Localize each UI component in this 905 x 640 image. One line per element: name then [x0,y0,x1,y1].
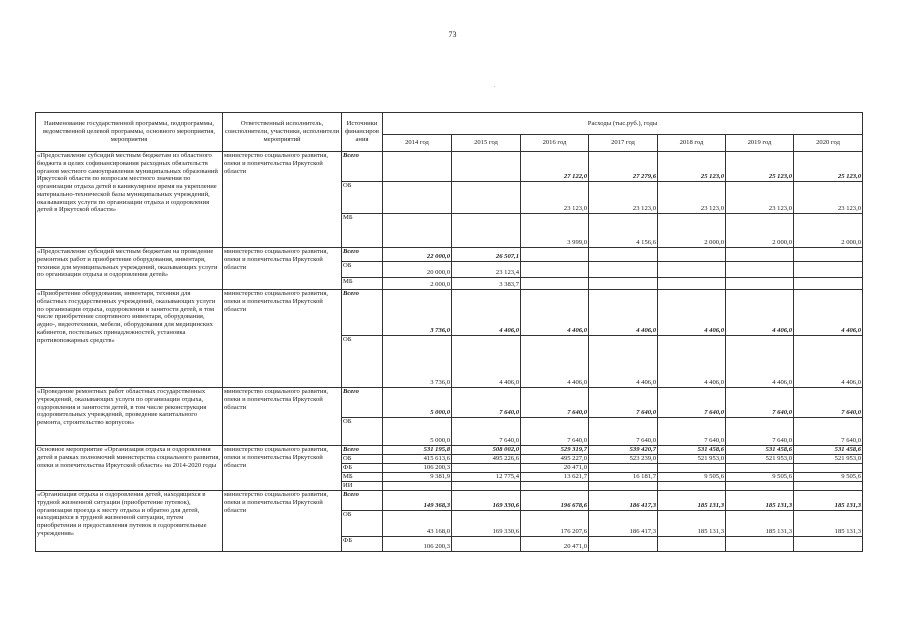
header-year: 2016 год [521,135,589,152]
expense-value: 7 640,0 [726,388,794,418]
expense-value [726,537,794,552]
header-year: 2019 год [726,135,794,152]
expense-value: 7 640,0 [521,418,589,446]
expense-value: 20 471,0 [521,537,589,552]
header-name: Наименование государственной программы, подпрограммы, ведомственной целевой программы, основного мероприятия, мероприятия [36,113,223,152]
expense-value: 185 131,3 [794,491,863,511]
expense-value: 23 123,0 [794,182,863,214]
table-row [36,446,863,455]
expense-value: 23 123,0 [726,182,794,214]
funding-source: ОБ [342,336,383,388]
expense-value: 4 406,0 [726,336,794,388]
activity-executor: министерство социального развития, опеки и попечительства Иркутской области [223,152,342,248]
expense-value: 27 279,6 [589,152,658,182]
expense-value [794,482,863,491]
expense-value: 23 123,4 [452,262,521,278]
expense-value: 23 123,0 [589,182,658,214]
funding-source: Всего [342,446,383,455]
expense-value: 4 406,0 [794,290,863,336]
header-expenses: Расходы (тыс.руб.), годы [383,113,863,135]
expense-value: 9 505,6 [794,473,863,482]
expense-value [658,278,726,290]
table-row [36,491,863,511]
expense-value: 495 227,0 [521,455,589,464]
expense-value [794,278,863,290]
expense-value [589,262,658,278]
expense-value: 27 122,0 [521,152,589,182]
expense-value: 4 406,0 [726,290,794,336]
activity-executor: министерство социального развития, опеки и попечительства Иркутской области [223,248,342,290]
expense-value: 7 640,0 [589,388,658,418]
funding-source: ИИ [342,482,383,491]
expense-value: 26 507,1 [452,248,521,262]
expense-value: 415 613,6 [383,455,452,464]
expense-value [726,464,794,473]
expense-value [589,464,658,473]
expense-value: 5 000,0 [383,418,452,446]
expense-value [383,482,452,491]
expense-value: 13 621,7 [521,473,589,482]
expense-value [726,248,794,262]
expense-value: 169 330,6 [452,511,521,537]
expense-value [726,278,794,290]
expense-value: 25 123,0 [658,152,726,182]
funding-source: МБ [342,214,383,248]
expense-value: 5 000,0 [383,388,452,418]
expense-value: 523 239,0 [589,455,658,464]
expense-value [726,482,794,491]
funding-source: ОБ [342,511,383,537]
expense-value: 2 000,0 [658,214,726,248]
expense-value [658,464,726,473]
expense-value: 2 000,0 [726,214,794,248]
activity-name: Основное мероприятие «Организация отдыха и оздоровления детей в рамках полномочий министерства социального развития, опеки и попечительства Иркутской области» на 2014-2020 годы [36,446,223,491]
expense-value: 185 131,3 [726,491,794,511]
expense-value: 7 640,0 [794,418,863,446]
expense-value: 149 368,3 [383,491,452,511]
funding-source: Всего [342,290,383,336]
expense-value: 2 000,0 [383,278,452,290]
expense-value: 23 123,0 [658,182,726,214]
expense-value [794,537,863,552]
expense-value: 12 775,4 [452,473,521,482]
funding-source: ОБ [342,418,383,446]
funding-source: Всего [342,388,383,418]
expense-value: 25 123,0 [794,152,863,182]
expense-value: 2 000,0 [794,214,863,248]
expense-value: 7 640,0 [658,418,726,446]
expense-value [383,214,452,248]
expense-value: 185 131,3 [794,511,863,537]
budget-table [35,112,863,552]
expense-value [452,537,521,552]
expense-value: 106 200,3 [383,537,452,552]
funding-source: Всего [342,152,383,182]
expense-value: 186 417,3 [589,491,658,511]
expense-value [589,537,658,552]
expense-value: 3 383,7 [452,278,521,290]
expense-value: 185 131,3 [658,511,726,537]
expense-value [794,248,863,262]
expense-value: 43 168,0 [383,511,452,537]
activity-name: «Приобретение оборудования, инвентаря, техники для областных государственных учреждений, оказывающих услуги по организации отдыха, оздоровления и занятости детей, в том числе приобретение спортивного инвентаря, оборудования, аудио-, видеотехники, мебели, оборудования для медицинских кабинетов, постельных принадлежностей, установка противопожарных средств» [36,290,223,388]
expense-value: 4 406,0 [589,290,658,336]
expense-value [794,464,863,473]
activity-name: «Предоставление субсидий местным бюджетам на проведение ремонтных работ и приобретение оборудования, инвентаря, техники для муниципальных учреждений, оказывающих услуги по организации отдыха и оздоровления детей» [36,248,223,290]
expense-value: 521 953,0 [726,455,794,464]
expense-value: 3 999,0 [521,214,589,248]
expense-value [452,152,521,182]
expense-value: 495 226,6 [452,455,521,464]
expense-value: 20 000,0 [383,262,452,278]
expense-value: 196 678,6 [521,491,589,511]
header-year: 2014 год [383,135,452,152]
expense-value: 176 207,6 [521,511,589,537]
expense-value [658,537,726,552]
header-executor: Ответственный исполнитель, соисполнители, участники, исполнители мероприятий [223,113,342,152]
table-row [36,388,863,418]
expense-value: 539 420,7 [589,446,658,455]
expense-value: 3 736,0 [383,336,452,388]
expense-value: 4 406,0 [658,336,726,388]
expense-value: 4 406,0 [521,290,589,336]
expense-value [589,248,658,262]
expense-value: 4 406,0 [794,336,863,388]
expense-value: 7 640,0 [452,418,521,446]
expense-value [589,278,658,290]
funding-source: МБ [342,473,383,482]
expense-value [383,182,452,214]
expense-value: 4 156,6 [589,214,658,248]
expense-value: 186 417,3 [589,511,658,537]
header-year: 2018 год [658,135,726,152]
expense-value [521,262,589,278]
expense-value [521,278,589,290]
expense-value: 4 406,0 [658,290,726,336]
expense-value: 7 640,0 [521,388,589,418]
expense-value: 185 131,3 [658,491,726,511]
expense-value: 169 330,6 [452,491,521,511]
header-year: 2015 год [452,135,521,152]
expense-value: 508 002,0 [452,446,521,455]
expense-value: 4 406,0 [521,336,589,388]
expense-value: 185 131,3 [726,511,794,537]
expense-value: 22 000,0 [383,248,452,262]
funding-source: ОБ [342,262,383,278]
expense-value: 531 458,6 [658,446,726,455]
expense-value: 531 458,6 [794,446,863,455]
activity-executor: министерство социального развития, опеки и попечительства Иркутской области [223,388,342,446]
activity-executor: министерство социального развития, опеки и попечительства Иркутской области [223,491,342,552]
expense-value: 3 736,0 [383,290,452,336]
expense-value [383,152,452,182]
expense-value: 23 123,0 [521,182,589,214]
expense-value: 4 406,0 [452,290,521,336]
funding-source: ФБ [342,537,383,552]
funding-source: Всего [342,491,383,511]
funding-source: МБ [342,278,383,290]
expense-value [589,482,658,491]
expense-value [452,464,521,473]
expense-value [658,262,726,278]
activity-executor: министерство социального развития, опеки и попечительства Иркутской области [223,290,342,388]
expense-value: 7 640,0 [589,418,658,446]
expense-value: 9 381,9 [383,473,452,482]
activity-name: «Проведение ремонтных работ областных государственных учреждений, оказывающих услуги по организации отдыха, оздоровления и занятости детей, в том числе реконструкция оздоровительных учреждений, проведение капитального ремонта, строительство корпусов» [36,388,223,446]
expense-value: 106 200,3 [383,464,452,473]
activity-executor: министерство социального развития, опеки и попечительства Иркутской области [223,446,342,491]
scan-mark: . [494,83,496,89]
header-year: 2020 год [794,135,863,152]
expense-value [658,482,726,491]
expense-value [794,262,863,278]
expense-value [452,482,521,491]
funding-source: Всего [342,248,383,262]
header-sources: Источники финансиров ания [342,113,383,152]
expense-value: 521 953,0 [794,455,863,464]
expense-value: 7 640,0 [452,388,521,418]
expense-value: 25 123,0 [726,152,794,182]
expense-value: 7 640,0 [726,418,794,446]
funding-source: ФБ [342,464,383,473]
funding-source: ОБ [342,455,383,464]
expense-value: 7 640,0 [658,388,726,418]
expense-value: 7 640,0 [794,388,863,418]
expense-value: 4 406,0 [452,336,521,388]
expense-value: 9 505,6 [726,473,794,482]
expense-value [452,214,521,248]
expense-value [658,248,726,262]
expense-value [521,482,589,491]
expense-value [726,262,794,278]
activity-name: «Организация отдыха и оздоровления детей, находящихся в трудной жизненной ситуации (приобретение путевок), организация проезда к месту отдыха и обратно для детей, находящихся в трудной жизненной ситуации, путем приобретения и предоставления путевок в оздоровительные учреждения» [36,491,223,552]
expense-value: 531 195,8 [383,446,452,455]
header-year: 2017 год [589,135,658,152]
expense-value: 16 181,7 [589,473,658,482]
page-number: 73 [448,30,457,39]
expense-value: 529 319,7 [521,446,589,455]
table-row [36,290,863,336]
expense-value [452,182,521,214]
table-row [36,248,863,262]
activity-name: «Предоставление субсидий местным бюджетам из областного бюджета в целях софинансирования расходных обязательств органов местного самоуправления муниципальных образований Иркутской области по вопросам местного значения по организации отдыха детей в каникулярное время на укрепление материально-технической базы муниципальных учреждений, оказывающих услуги по организации отдыха и оздоровления детей в Иркутской области» [36,152,223,248]
table-row [36,152,863,182]
expense-value: 531 458,6 [726,446,794,455]
expense-value: 521 953,0 [658,455,726,464]
expense-value: 20 471,0 [521,464,589,473]
expense-value: 9 505,6 [658,473,726,482]
funding-source: ОБ [342,182,383,214]
expense-value [521,248,589,262]
expense-value: 4 406,0 [589,336,658,388]
